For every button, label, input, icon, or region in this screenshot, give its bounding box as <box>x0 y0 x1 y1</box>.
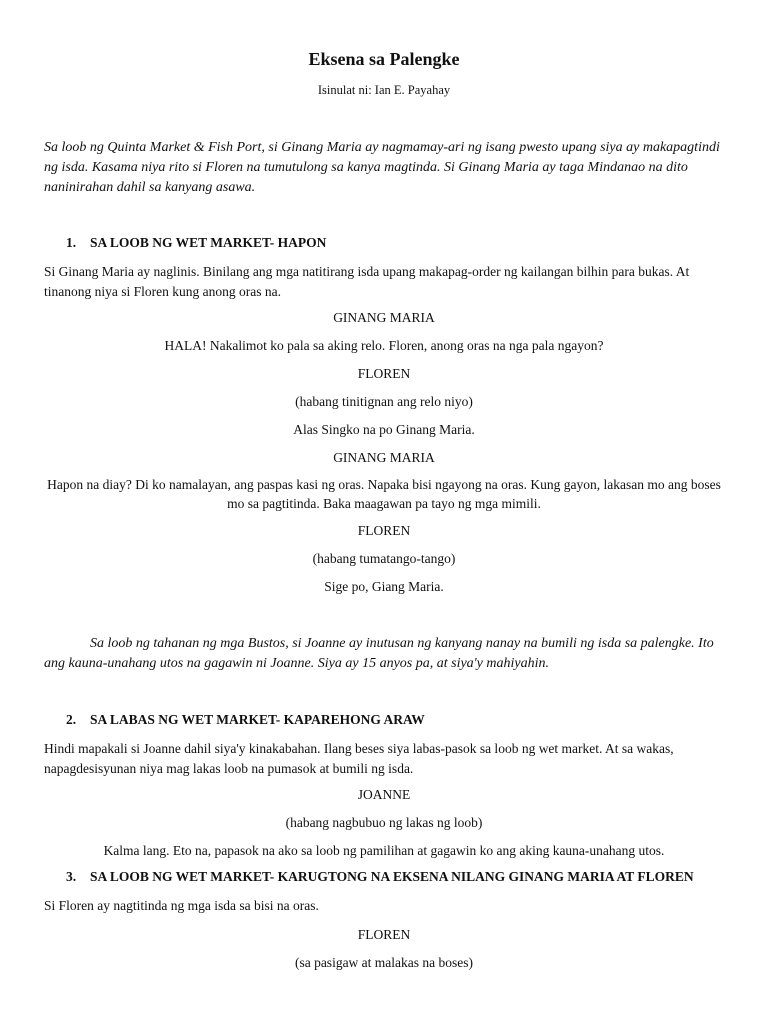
dialogue-line: Kalma lang. Eto na, papasok na ako sa loob ng pamilihan at gagawin ko ang aking kauna-unahang utos. <box>103 843 665 858</box>
dialogue-line: Alas Singko na po Ginang Maria. <box>293 422 475 437</box>
stage-direction: (sa pasigaw at malakas na boses) <box>294 955 474 970</box>
page-title: Eksena sa Palengke <box>308 49 460 69</box>
character-name: JOANNE <box>357 787 411 802</box>
scene-1-heading <box>66 235 326 251</box>
scene-1-number: 1. <box>66 235 77 250</box>
scene-3-number: 3. <box>66 869 77 884</box>
scene-3-description: Si Floren ay nagtitinda ng mga isda sa bisi na oras. <box>44 898 319 913</box>
intro-paragraph: Sa loob ng Quinta Market & Fish Port, si Ginang Maria ay nagmamay-ari ng isang pwesto upang siya ay makapagtindi ng isda. Kasama niya rito si Floren na tumutulong sa kanya magtinda. Si Ginang Maria ay taga Mindanao na dito naninirahan dahil sa kanyang asawa. <box>44 140 720 195</box>
interlude-paragraph: Sa loob ng tahanan ng mga Bustos, si Joanne ay inutusan ng kanyang nanay na bumili ng isda sa palengke. Ito ang kauna-unahang utos na gagawin ni Joanne. Siya ay 15 anyos pa, at siya'y mahiyahin. <box>44 636 714 671</box>
scene-3-title: SA LOOB NG WET MARKET- KARUGTONG NA EKSENA NILANG GINANG MARIA AT FLOREN <box>90 869 694 884</box>
scene-2-heading <box>66 712 425 728</box>
character-name: GINANG MARIA <box>333 450 435 465</box>
author-line: Isinulat ni: Ian E. Payahay <box>317 83 451 97</box>
stage-direction: (habang nagbubuo ng lakas ng loob) <box>285 815 483 830</box>
character-name: GINANG MARIA <box>333 310 435 325</box>
stage-direction: (habang tinitignan ang relo niyo) <box>295 394 473 409</box>
scene-1-title: SA LOOB NG WET MARKET- HAPON <box>90 235 327 250</box>
dialogue-line: HALA! Nakalimot ko pala sa aking relo. Floren, anong oras na nga pala ngayon? <box>164 338 604 353</box>
dialogue-line: Sige po, Giang Maria. <box>324 579 444 594</box>
scene-2-description: Hindi mapakali si Joanne dahil siya'y kinakabahan. Ilang beses siya labas-pasok sa loob ng wet market. At sa wakas, napagdesisyunan niya mag lakas loob na pumasok at bumili ng isda. <box>44 741 674 776</box>
stage-direction: (habang tumatango-tango) <box>312 551 456 566</box>
scene-3-heading <box>66 869 694 885</box>
character-name: FLOREN <box>357 523 411 538</box>
character-name: FLOREN <box>357 366 411 381</box>
character-name: FLOREN <box>357 927 411 942</box>
dialogue-line: Hapon na diay? Di ko namalayan, ang paspas kasi ng oras. Napaka bisi ngayong na oras. Kung gayon, lakasan mo ang boses mo sa pagtitinda. Baka maagawan pa tayo ng mga mimili. <box>47 477 721 511</box>
scene-1-description: Si Ginang Maria ay naglinis. Binilang ang mga natitirang isda upang makapag-order ng kailangan bilhin para bukas. At tinanong niya si Floren kung anong oras na. <box>44 264 690 299</box>
scene-2-number: 2. <box>66 712 77 727</box>
scene-2-title: SA LABAS NG WET MARKET- KAPAREHONG ARAW <box>90 712 425 727</box>
